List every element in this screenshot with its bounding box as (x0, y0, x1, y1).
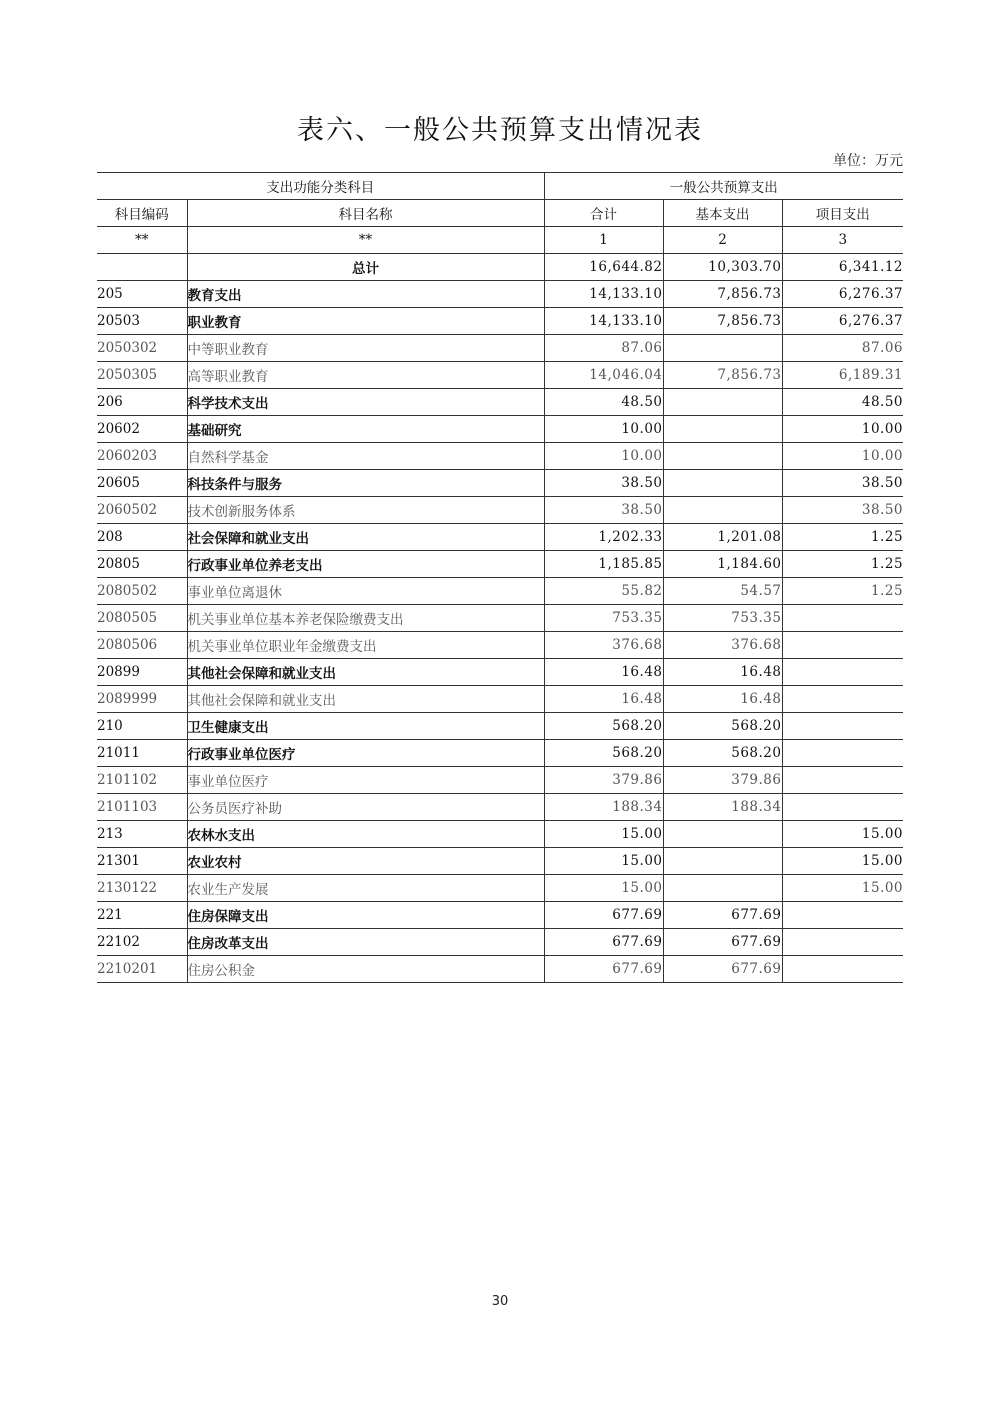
row-total-cell: 16.48 (544, 686, 663, 713)
row-code-cell: 205 (97, 281, 187, 308)
header-total: 合计 (544, 200, 663, 227)
table-row (97, 713, 903, 740)
row-project-cell: 1.25 (782, 524, 903, 551)
row-basic-cell (663, 470, 782, 497)
row-project-cell (782, 713, 903, 740)
row-project-cell: 6,189.31 (782, 362, 903, 389)
table-row (97, 362, 903, 389)
row-code-cell: 2101103 (97, 794, 187, 821)
row-project-cell (782, 659, 903, 686)
table-header (97, 173, 903, 227)
header-column-row (97, 200, 903, 227)
unit-label: 单位：万元 (833, 153, 903, 169)
table-row (97, 281, 903, 308)
row-name-cell: 住房保障支出 (187, 902, 544, 929)
row-total-cell: 677.69 (544, 956, 663, 983)
row-project-cell (782, 605, 903, 632)
row-project-cell: 10.00 (782, 416, 903, 443)
table-row (97, 659, 903, 686)
header-code: 科目编码 (97, 200, 187, 227)
row-total-cell: 188.34 (544, 794, 663, 821)
row-project-cell (782, 929, 903, 956)
table-row (97, 605, 903, 632)
index-row (97, 227, 903, 254)
row-project-cell: 6,276.37 (782, 281, 903, 308)
row-name-cell: 其他社会保障和就业支出 (187, 659, 544, 686)
row-name-cell: 中等职业教育 (187, 335, 544, 362)
row-code-cell: 2050302 (97, 335, 187, 362)
row-basic-cell: 7,856.73 (663, 308, 782, 335)
row-name-cell: 社会保障和就业支出 (187, 524, 544, 551)
row-total-cell: 15.00 (544, 821, 663, 848)
total-amount-cell: 16,644.82 (544, 254, 663, 281)
index-cell: 2 (663, 227, 782, 254)
row-code-cell: 208 (97, 524, 187, 551)
row-code-cell: 2060203 (97, 443, 187, 470)
row-total-cell: 568.20 (544, 740, 663, 767)
index-cell: ** (187, 227, 544, 254)
row-name-cell: 基础研究 (187, 416, 544, 443)
row-total-cell: 14,133.10 (544, 281, 663, 308)
row-project-cell: 1.25 (782, 551, 903, 578)
row-total-cell: 15.00 (544, 875, 663, 902)
row-project-cell: 15.00 (782, 875, 903, 902)
row-name-cell: 事业单位医疗 (187, 767, 544, 794)
row-code-cell: 2210201 (97, 956, 187, 983)
row-name-cell: 机关事业单位基本养老保险缴费支出 (187, 605, 544, 632)
header-basic: 基本支出 (663, 200, 782, 227)
row-basic-cell (663, 443, 782, 470)
row-name-cell: 机关事业单位职业年金缴费支出 (187, 632, 544, 659)
budget-table (97, 172, 903, 983)
row-name-cell: 科技条件与服务 (187, 470, 544, 497)
total-project-cell: 6,341.12 (782, 254, 903, 281)
row-basic-cell: 7,856.73 (663, 362, 782, 389)
table-row (97, 902, 903, 929)
row-basic-cell: 16.48 (663, 659, 782, 686)
row-total-cell: 87.06 (544, 335, 663, 362)
row-basic-cell: 568.20 (663, 740, 782, 767)
header-project: 项目支出 (782, 200, 903, 227)
row-basic-cell: 16.48 (663, 686, 782, 713)
row-basic-cell (663, 335, 782, 362)
total-code-cell (97, 254, 187, 281)
row-project-cell: 87.06 (782, 335, 903, 362)
row-project-cell: 15.00 (782, 821, 903, 848)
row-code-cell: 221 (97, 902, 187, 929)
row-total-cell: 677.69 (544, 902, 663, 929)
row-code-cell: 2080506 (97, 632, 187, 659)
index-cell: ** (97, 227, 187, 254)
row-basic-cell: 376.68 (663, 632, 782, 659)
row-basic-cell (663, 875, 782, 902)
row-project-cell: 38.50 (782, 497, 903, 524)
row-code-cell: 20805 (97, 551, 187, 578)
row-name-cell: 行政事业单位养老支出 (187, 551, 544, 578)
row-total-cell: 14,046.04 (544, 362, 663, 389)
row-code-cell: 213 (97, 821, 187, 848)
row-name-cell: 农业农村 (187, 848, 544, 875)
table-row (97, 632, 903, 659)
row-total-cell: 38.50 (544, 497, 663, 524)
row-code-cell: 20503 (97, 308, 187, 335)
table-row (97, 956, 903, 983)
total-basic-cell: 10,303.70 (663, 254, 782, 281)
row-name-cell: 住房公积金 (187, 956, 544, 983)
row-code-cell: 2050305 (97, 362, 187, 389)
row-total-cell: 14,133.10 (544, 308, 663, 335)
row-total-cell: 10.00 (544, 416, 663, 443)
row-code-cell: 2089999 (97, 686, 187, 713)
row-project-cell: 1.25 (782, 578, 903, 605)
row-code-cell: 210 (97, 713, 187, 740)
index-cell: 3 (782, 227, 903, 254)
row-total-cell: 38.50 (544, 470, 663, 497)
row-basic-cell (663, 821, 782, 848)
row-basic-cell: 677.69 (663, 902, 782, 929)
row-project-cell (782, 767, 903, 794)
row-total-cell: 568.20 (544, 713, 663, 740)
row-basic-cell: 54.57 (663, 578, 782, 605)
table-row (97, 821, 903, 848)
row-total-cell: 376.68 (544, 632, 663, 659)
row-basic-cell: 1,184.60 (663, 551, 782, 578)
row-project-cell: 6,276.37 (782, 308, 903, 335)
row-name-cell: 事业单位离退休 (187, 578, 544, 605)
row-code-cell: 2080502 (97, 578, 187, 605)
row-project-cell (782, 632, 903, 659)
row-total-cell: 753.35 (544, 605, 663, 632)
row-total-cell: 55.82 (544, 578, 663, 605)
row-code-cell: 2080505 (97, 605, 187, 632)
table-row (97, 524, 903, 551)
row-code-cell: 21301 (97, 848, 187, 875)
row-name-cell: 自然科学基金 (187, 443, 544, 470)
header-name: 科目名称 (187, 200, 544, 227)
row-code-cell: 20602 (97, 416, 187, 443)
row-project-cell (782, 794, 903, 821)
total-row (97, 254, 903, 281)
header-group-right: 一般公共预算支出 (544, 173, 903, 200)
row-basic-cell: 753.35 (663, 605, 782, 632)
table-row (97, 578, 903, 605)
row-basic-cell (663, 416, 782, 443)
page-number: 30 (491, 1294, 509, 1309)
row-total-cell: 15.00 (544, 848, 663, 875)
row-project-cell (782, 956, 903, 983)
row-name-cell: 卫生健康支出 (187, 713, 544, 740)
row-name-cell: 公务员医疗补助 (187, 794, 544, 821)
row-total-cell: 677.69 (544, 929, 663, 956)
row-basic-cell: 568.20 (663, 713, 782, 740)
row-code-cell: 2060502 (97, 497, 187, 524)
row-name-cell: 教育支出 (187, 281, 544, 308)
row-code-cell: 20605 (97, 470, 187, 497)
header-group-left: 支出功能分类科目 (97, 173, 544, 200)
row-project-cell: 10.00 (782, 443, 903, 470)
row-project-cell (782, 740, 903, 767)
table-row (97, 308, 903, 335)
row-basic-cell: 677.69 (663, 956, 782, 983)
row-total-cell: 379.86 (544, 767, 663, 794)
table-row (97, 929, 903, 956)
row-basic-cell: 379.86 (663, 767, 782, 794)
table-body (97, 227, 903, 983)
row-project-cell: 15.00 (782, 848, 903, 875)
row-name-cell: 技术创新服务体系 (187, 497, 544, 524)
index-cell: 1 (544, 227, 663, 254)
row-basic-cell (663, 389, 782, 416)
table-row (97, 389, 903, 416)
table-row (97, 443, 903, 470)
page-title: 表六、一般公共预算支出情况表 (297, 115, 703, 146)
table-row (97, 497, 903, 524)
row-name-cell: 职业教育 (187, 308, 544, 335)
row-code-cell: 22102 (97, 929, 187, 956)
row-name-cell: 农业生产发展 (187, 875, 544, 902)
row-total-cell: 1,185.85 (544, 551, 663, 578)
row-name-cell: 行政事业单位医疗 (187, 740, 544, 767)
table-row (97, 335, 903, 362)
row-code-cell: 21011 (97, 740, 187, 767)
row-basic-cell: 188.34 (663, 794, 782, 821)
table-row (97, 551, 903, 578)
row-basic-cell (663, 497, 782, 524)
row-project-cell: 48.50 (782, 389, 903, 416)
row-total-cell: 1,202.33 (544, 524, 663, 551)
row-code-cell: 2101102 (97, 767, 187, 794)
row-basic-cell: 1,201.08 (663, 524, 782, 551)
total-name-cell: 总计 (187, 254, 544, 281)
table-row (97, 470, 903, 497)
row-name-cell: 住房改革支出 (187, 929, 544, 956)
row-name-cell: 高等职业教育 (187, 362, 544, 389)
table-row (97, 740, 903, 767)
row-basic-cell: 7,856.73 (663, 281, 782, 308)
row-project-cell: 38.50 (782, 470, 903, 497)
row-code-cell: 206 (97, 389, 187, 416)
row-name-cell: 农林水支出 (187, 821, 544, 848)
row-basic-cell: 677.69 (663, 929, 782, 956)
row-basic-cell (663, 848, 782, 875)
row-code-cell: 2130122 (97, 875, 187, 902)
row-project-cell (782, 902, 903, 929)
row-project-cell (782, 686, 903, 713)
header-group-row (97, 173, 903, 200)
table-row (97, 794, 903, 821)
row-name-cell: 其他社会保障和就业支出 (187, 686, 544, 713)
table-row (97, 875, 903, 902)
table-row (97, 686, 903, 713)
row-total-cell: 48.50 (544, 389, 663, 416)
row-total-cell: 10.00 (544, 443, 663, 470)
row-total-cell: 16.48 (544, 659, 663, 686)
table-row (97, 767, 903, 794)
row-name-cell: 科学技术支出 (187, 389, 544, 416)
table-row (97, 416, 903, 443)
table-row (97, 848, 903, 875)
row-code-cell: 20899 (97, 659, 187, 686)
